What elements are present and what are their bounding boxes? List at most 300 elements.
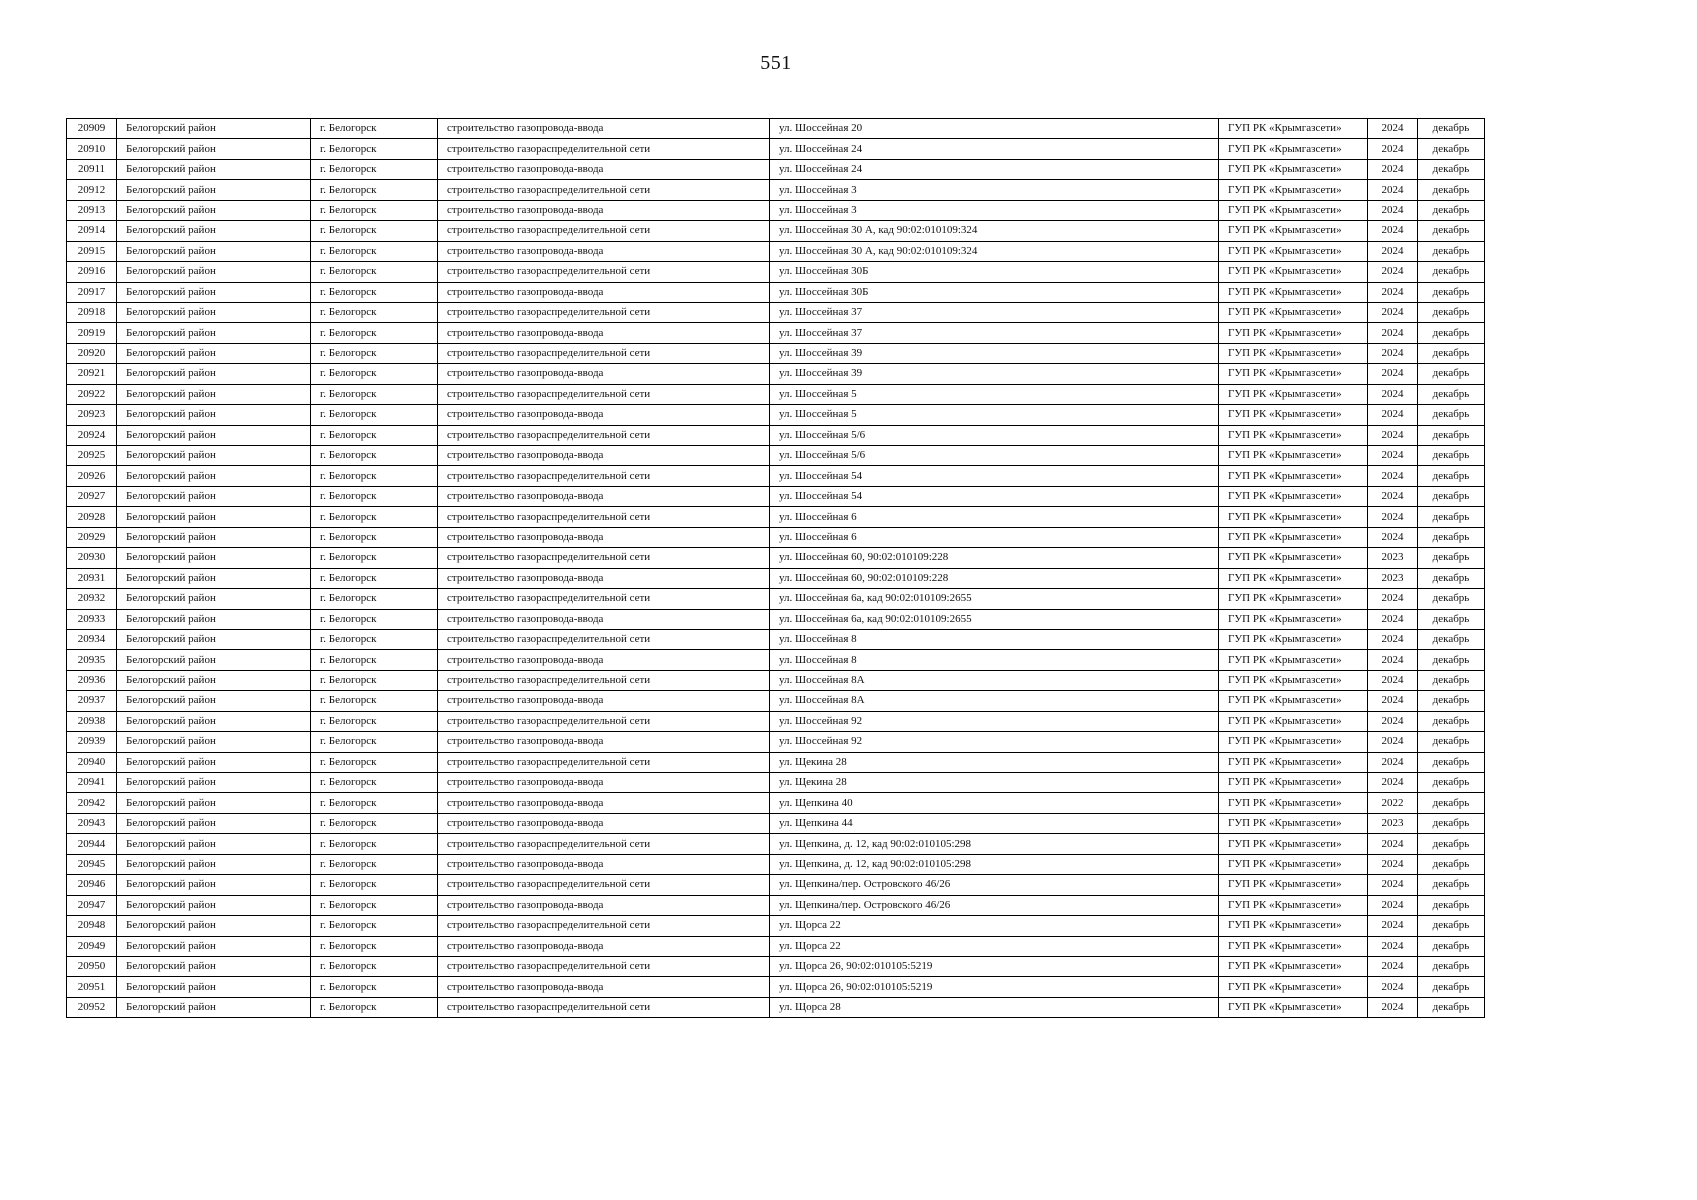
address-cell: ул. Шоссейная 5/6 [770, 425, 1219, 445]
table-row [67, 670, 1485, 690]
address-cell: ул. Щорса 22 [770, 916, 1219, 936]
table-row [67, 221, 1485, 241]
year-cell: 2024 [1368, 997, 1418, 1017]
locality-cell: г. Белогорск [311, 670, 438, 690]
work-type-cell: строительство газопровода-ввода [438, 936, 770, 956]
address-cell: ул. Шоссейная 60, 90:02:010109:228 [770, 548, 1219, 568]
address-cell: ул. Шоссейная 5/6 [770, 446, 1219, 466]
work-type-cell: строительство газораспределительной сети [438, 956, 770, 976]
locality-cell: г. Белогорск [311, 834, 438, 854]
row-number: 20934 [67, 629, 117, 649]
row-number: 20951 [67, 977, 117, 997]
district-cell: Белогорский район [117, 446, 311, 466]
table-row [67, 691, 1485, 711]
contractor-cell: ГУП РК «Крымгазсети» [1219, 854, 1368, 874]
work-type-cell: строительство газопровода-ввода [438, 364, 770, 384]
work-type-cell: строительство газораспределительной сети [438, 589, 770, 609]
address-cell: ул. Шоссейная 5 [770, 405, 1219, 425]
district-cell: Белогорский район [117, 282, 311, 302]
locality-cell: г. Белогорск [311, 159, 438, 179]
contractor-cell: ГУП РК «Крымгазсети» [1219, 343, 1368, 363]
month-cell: декабрь [1418, 262, 1485, 282]
table-row [67, 425, 1485, 445]
month-cell: декабрь [1418, 711, 1485, 731]
locality-cell: г. Белогорск [311, 486, 438, 506]
row-number: 20952 [67, 997, 117, 1017]
month-cell: декабрь [1418, 282, 1485, 302]
locality-cell: г. Белогорск [311, 364, 438, 384]
work-type-cell: строительство газораспределительной сети [438, 711, 770, 731]
address-cell: ул. Шоссейная 24 [770, 139, 1219, 159]
year-cell: 2024 [1368, 323, 1418, 343]
locality-cell: г. Белогорск [311, 589, 438, 609]
locality-cell: г. Белогорск [311, 405, 438, 425]
address-cell: ул. Шоссейная 92 [770, 732, 1219, 752]
contractor-cell: ГУП РК «Крымгазсети» [1219, 527, 1368, 547]
locality-cell: г. Белогорск [311, 568, 438, 588]
address-cell: ул. Щорса 28 [770, 997, 1219, 1017]
work-type-cell: строительство газораспределительной сети [438, 302, 770, 322]
contractor-cell: ГУП РК «Крымгазсети» [1219, 466, 1368, 486]
month-cell: декабрь [1418, 773, 1485, 793]
row-number: 20915 [67, 241, 117, 261]
month-cell: декабрь [1418, 384, 1485, 404]
row-number: 20940 [67, 752, 117, 772]
locality-cell: г. Белогорск [311, 507, 438, 527]
row-number: 20937 [67, 691, 117, 711]
locality-cell: г. Белогорск [311, 650, 438, 670]
contractor-cell: ГУП РК «Крымгазсети» [1219, 568, 1368, 588]
contractor-cell: ГУП РК «Крымгазсети» [1219, 119, 1368, 139]
contractor-cell: ГУП РК «Крымгазсети» [1219, 384, 1368, 404]
table-row [67, 200, 1485, 220]
row-number: 20920 [67, 343, 117, 363]
month-cell: декабрь [1418, 875, 1485, 895]
district-cell: Белогорский район [117, 507, 311, 527]
locality-cell: г. Белогорск [311, 425, 438, 445]
work-type-cell: строительство газораспределительной сети [438, 466, 770, 486]
work-type-cell: строительство газопровода-ввода [438, 813, 770, 833]
table-row [67, 936, 1485, 956]
address-cell: ул. Шоссейная 6 [770, 507, 1219, 527]
work-type-cell: строительство газопровода-ввода [438, 732, 770, 752]
locality-cell: г. Белогорск [311, 895, 438, 915]
locality-cell: г. Белогорск [311, 466, 438, 486]
district-cell: Белогорский район [117, 159, 311, 179]
work-type-cell: строительство газораспределительной сети [438, 262, 770, 282]
row-number: 20939 [67, 732, 117, 752]
row-number: 20922 [67, 384, 117, 404]
month-cell: декабрь [1418, 916, 1485, 936]
locality-cell: г. Белогорск [311, 343, 438, 363]
locality-cell: г. Белогорск [311, 446, 438, 466]
locality-cell: г. Белогорск [311, 139, 438, 159]
month-cell: декабрь [1418, 466, 1485, 486]
contractor-cell: ГУП РК «Крымгазсети» [1219, 609, 1368, 629]
address-cell: ул. Шоссейная 8 [770, 650, 1219, 670]
address-cell: ул. Шоссейная 30Б [770, 262, 1219, 282]
table-row [67, 916, 1485, 936]
work-type-cell: строительство газораспределительной сети [438, 384, 770, 404]
work-type-cell: строительство газопровода-ввода [438, 854, 770, 874]
district-cell: Белогорский район [117, 813, 311, 833]
year-cell: 2024 [1368, 977, 1418, 997]
row-number: 20930 [67, 548, 117, 568]
district-cell: Белогорский район [117, 221, 311, 241]
district-cell: Белогорский район [117, 241, 311, 261]
year-cell: 2024 [1368, 466, 1418, 486]
year-cell: 2024 [1368, 384, 1418, 404]
row-number: 20946 [67, 875, 117, 895]
address-cell: ул. Щорса 26, 90:02:010105:5219 [770, 956, 1219, 976]
month-cell: декабрь [1418, 936, 1485, 956]
year-cell: 2024 [1368, 773, 1418, 793]
table-row [67, 875, 1485, 895]
contractor-cell: ГУП РК «Крымгазсети» [1219, 221, 1368, 241]
month-cell: декабрь [1418, 956, 1485, 976]
locality-cell: г. Белогорск [311, 323, 438, 343]
month-cell: декабрь [1418, 425, 1485, 445]
locality-cell: г. Белогорск [311, 119, 438, 139]
contractor-cell: ГУП РК «Крымгазсети» [1219, 916, 1368, 936]
work-type-cell: строительство газопровода-ввода [438, 323, 770, 343]
address-cell: ул. Шоссейная 60, 90:02:010109:228 [770, 568, 1219, 588]
year-cell: 2024 [1368, 405, 1418, 425]
work-type-cell: строительство газопровода-ввода [438, 200, 770, 220]
row-number: 20924 [67, 425, 117, 445]
contractor-cell: ГУП РК «Крымгазсети» [1219, 752, 1368, 772]
address-cell: ул. Щепкина 44 [770, 813, 1219, 833]
work-type-cell: строительство газораспределительной сети [438, 752, 770, 772]
month-cell: декабрь [1418, 180, 1485, 200]
row-number: 20929 [67, 527, 117, 547]
contractor-cell: ГУП РК «Крымгазсети» [1219, 773, 1368, 793]
work-type-cell: строительство газораспределительной сети [438, 139, 770, 159]
address-cell: ул. Шоссейная 8 [770, 629, 1219, 649]
contractor-cell: ГУП РК «Крымгазсети» [1219, 732, 1368, 752]
district-cell: Белогорский район [117, 834, 311, 854]
locality-cell: г. Белогорск [311, 262, 438, 282]
address-cell: ул. Щекина 28 [770, 752, 1219, 772]
year-cell: 2024 [1368, 916, 1418, 936]
year-cell: 2024 [1368, 629, 1418, 649]
contractor-cell: ГУП РК «Крымгазсети» [1219, 200, 1368, 220]
address-cell: ул. Шоссейная 54 [770, 466, 1219, 486]
contractor-cell: ГУП РК «Крымгазсети» [1219, 691, 1368, 711]
row-number: 20933 [67, 609, 117, 629]
locality-cell: г. Белогорск [311, 752, 438, 772]
table-row [67, 629, 1485, 649]
row-number: 20921 [67, 364, 117, 384]
table-row [67, 159, 1485, 179]
year-cell: 2024 [1368, 241, 1418, 261]
year-cell: 2024 [1368, 732, 1418, 752]
address-cell: ул. Щорса 22 [770, 936, 1219, 956]
year-cell: 2024 [1368, 425, 1418, 445]
year-cell: 2023 [1368, 548, 1418, 568]
address-cell: ул. Шоссейная 5 [770, 384, 1219, 404]
district-cell: Белогорский район [117, 711, 311, 731]
locality-cell: г. Белогорск [311, 200, 438, 220]
row-number: 20909 [67, 119, 117, 139]
year-cell: 2024 [1368, 895, 1418, 915]
district-cell: Белогорский район [117, 548, 311, 568]
address-cell: ул. Шоссейная 54 [770, 486, 1219, 506]
address-cell: ул. Шоссейная 6 [770, 527, 1219, 547]
gas-registry-table [66, 118, 1485, 1018]
table-row [67, 650, 1485, 670]
locality-cell: г. Белогорск [311, 875, 438, 895]
address-cell: ул. Шоссейная 6а, кад 90:02:010109:2655 [770, 609, 1219, 629]
work-type-cell: строительство газораспределительной сети [438, 507, 770, 527]
contractor-cell: ГУП РК «Крымгазсети» [1219, 302, 1368, 322]
work-type-cell: строительство газораспределительной сети [438, 670, 770, 690]
address-cell: ул. Щорса 26, 90:02:010105:5219 [770, 977, 1219, 997]
month-cell: декабрь [1418, 834, 1485, 854]
address-cell: ул. Шоссейная 3 [770, 180, 1219, 200]
month-cell: декабрь [1418, 139, 1485, 159]
table-row [67, 793, 1485, 813]
table-row [67, 323, 1485, 343]
work-type-cell: строительство газопровода-ввода [438, 793, 770, 813]
year-cell: 2024 [1368, 507, 1418, 527]
contractor-cell: ГУП РК «Крымгазсети» [1219, 650, 1368, 670]
district-cell: Белогорский район [117, 180, 311, 200]
table-row [67, 568, 1485, 588]
district-cell: Белогорский район [117, 650, 311, 670]
month-cell: декабрь [1418, 221, 1485, 241]
locality-cell: г. Белогорск [311, 956, 438, 976]
month-cell: декабрь [1418, 200, 1485, 220]
year-cell: 2024 [1368, 302, 1418, 322]
year-cell: 2024 [1368, 282, 1418, 302]
year-cell: 2024 [1368, 834, 1418, 854]
table-row [67, 282, 1485, 302]
table-row [67, 589, 1485, 609]
work-type-cell: строительство газопровода-ввода [438, 568, 770, 588]
table-row [67, 834, 1485, 854]
contractor-cell: ГУП РК «Крымгазсети» [1219, 997, 1368, 1017]
locality-cell: г. Белогорск [311, 527, 438, 547]
work-type-cell: строительство газораспределительной сети [438, 343, 770, 363]
row-number: 20950 [67, 956, 117, 976]
work-type-cell: строительство газопровода-ввода [438, 977, 770, 997]
row-number: 20927 [67, 486, 117, 506]
contractor-cell: ГУП РК «Крымгазсети» [1219, 446, 1368, 466]
contractor-cell: ГУП РК «Крымгазсети» [1219, 670, 1368, 690]
district-cell: Белогорский район [117, 527, 311, 547]
contractor-cell: ГУП РК «Крымгазсети» [1219, 486, 1368, 506]
row-number: 20928 [67, 507, 117, 527]
year-cell: 2024 [1368, 650, 1418, 670]
year-cell: 2024 [1368, 139, 1418, 159]
month-cell: декабрь [1418, 486, 1485, 506]
address-cell: ул. Шоссейная 37 [770, 323, 1219, 343]
contractor-cell: ГУП РК «Крымгазсети» [1219, 895, 1368, 915]
district-cell: Белогорский район [117, 691, 311, 711]
table-row [67, 527, 1485, 547]
year-cell: 2024 [1368, 875, 1418, 895]
table-row [67, 507, 1485, 527]
month-cell: декабрь [1418, 793, 1485, 813]
month-cell: декабрь [1418, 548, 1485, 568]
year-cell: 2023 [1368, 568, 1418, 588]
contractor-cell: ГУП РК «Крымгазсети» [1219, 834, 1368, 854]
contractor-cell: ГУП РК «Крымгазсети» [1219, 711, 1368, 731]
district-cell: Белогорский район [117, 589, 311, 609]
district-cell: Белогорский район [117, 119, 311, 139]
district-cell: Белогорский район [117, 384, 311, 404]
row-number: 20941 [67, 773, 117, 793]
table-row [67, 486, 1485, 506]
row-number: 20913 [67, 200, 117, 220]
locality-cell: г. Белогорск [311, 221, 438, 241]
contractor-cell: ГУП РК «Крымгазсети» [1219, 425, 1368, 445]
row-number: 20918 [67, 302, 117, 322]
table-row [67, 241, 1485, 261]
month-cell: декабрь [1418, 997, 1485, 1017]
month-cell: декабрь [1418, 589, 1485, 609]
locality-cell: г. Белогорск [311, 711, 438, 731]
work-type-cell: строительство газопровода-ввода [438, 527, 770, 547]
month-cell: декабрь [1418, 241, 1485, 261]
work-type-cell: строительство газопровода-ввода [438, 119, 770, 139]
contractor-cell: ГУП РК «Крымгазсети» [1219, 139, 1368, 159]
district-cell: Белогорский район [117, 609, 311, 629]
year-cell: 2024 [1368, 343, 1418, 363]
locality-cell: г. Белогорск [311, 629, 438, 649]
contractor-cell: ГУП РК «Крымгазсети» [1219, 323, 1368, 343]
table-row [67, 895, 1485, 915]
contractor-cell: ГУП РК «Крымгазсети» [1219, 405, 1368, 425]
year-cell: 2024 [1368, 221, 1418, 241]
table-row [67, 997, 1485, 1017]
table-row [67, 302, 1485, 322]
row-number: 20936 [67, 670, 117, 690]
district-cell: Белогорский район [117, 486, 311, 506]
address-cell: ул. Шоссейная 3 [770, 200, 1219, 220]
locality-cell: г. Белогорск [311, 691, 438, 711]
address-cell: ул. Шоссейная 30Б [770, 282, 1219, 302]
month-cell: декабрь [1418, 854, 1485, 874]
year-cell: 2024 [1368, 446, 1418, 466]
district-cell: Белогорский район [117, 364, 311, 384]
work-type-cell: строительство газораспределительной сети [438, 221, 770, 241]
row-number: 20916 [67, 262, 117, 282]
table-row [67, 119, 1485, 139]
table-row [67, 773, 1485, 793]
contractor-cell: ГУП РК «Крымгазсети» [1219, 507, 1368, 527]
table-row [67, 364, 1485, 384]
year-cell: 2024 [1368, 180, 1418, 200]
table-row [67, 343, 1485, 363]
month-cell: декабрь [1418, 977, 1485, 997]
row-number: 20948 [67, 916, 117, 936]
contractor-cell: ГУП РК «Крымгазсети» [1219, 956, 1368, 976]
month-cell: декабрь [1418, 650, 1485, 670]
address-cell: ул. Шоссейная 92 [770, 711, 1219, 731]
year-cell: 2024 [1368, 486, 1418, 506]
address-cell: ул. Шоссейная 30 А, кад 90:02:010109:324 [770, 241, 1219, 261]
locality-cell: г. Белогорск [311, 384, 438, 404]
row-number: 20938 [67, 711, 117, 731]
address-cell: ул. Щепкина, д. 12, кад 90:02:010105:298 [770, 834, 1219, 854]
district-cell: Белогорский район [117, 895, 311, 915]
year-cell: 2024 [1368, 200, 1418, 220]
work-type-cell: строительство газораспределительной сети [438, 875, 770, 895]
month-cell: декабрь [1418, 568, 1485, 588]
contractor-cell: ГУП РК «Крымгазсети» [1219, 241, 1368, 261]
month-cell: декабрь [1418, 670, 1485, 690]
address-cell: ул. Шоссейная 30 А, кад 90:02:010109:324 [770, 221, 1219, 241]
contractor-cell: ГУП РК «Крымгазсети» [1219, 793, 1368, 813]
contractor-cell: ГУП РК «Крымгазсети» [1219, 262, 1368, 282]
contractor-cell: ГУП РК «Крымгазсети» [1219, 589, 1368, 609]
address-cell: ул. Шоссейная 39 [770, 364, 1219, 384]
work-type-cell: строительство газораспределительной сети [438, 629, 770, 649]
contractor-cell: ГУП РК «Крымгазсети» [1219, 180, 1368, 200]
locality-cell: г. Белогорск [311, 302, 438, 322]
locality-cell: г. Белогорск [311, 282, 438, 302]
year-cell: 2024 [1368, 364, 1418, 384]
row-number: 20919 [67, 323, 117, 343]
contractor-cell: ГУП РК «Крымгазсети» [1219, 977, 1368, 997]
work-type-cell: строительство газораспределительной сети [438, 180, 770, 200]
work-type-cell: строительство газопровода-ввода [438, 405, 770, 425]
year-cell: 2024 [1368, 670, 1418, 690]
table-row [67, 262, 1485, 282]
work-type-cell: строительство газопровода-ввода [438, 159, 770, 179]
month-cell: декабрь [1418, 159, 1485, 179]
year-cell: 2024 [1368, 119, 1418, 139]
contractor-cell: ГУП РК «Крымгазсети» [1219, 548, 1368, 568]
row-number: 20911 [67, 159, 117, 179]
table-row [67, 854, 1485, 874]
month-cell: декабрь [1418, 343, 1485, 363]
table-row [67, 752, 1485, 772]
table-body [67, 119, 1485, 1018]
table-row [67, 711, 1485, 731]
month-cell: декабрь [1418, 691, 1485, 711]
row-number: 20949 [67, 936, 117, 956]
row-number: 20931 [67, 568, 117, 588]
locality-cell: г. Белогорск [311, 548, 438, 568]
district-cell: Белогорский район [117, 405, 311, 425]
contractor-cell: ГУП РК «Крымгазсети» [1219, 364, 1368, 384]
district-cell: Белогорский район [117, 343, 311, 363]
district-cell: Белогорский район [117, 752, 311, 772]
district-cell: Белогорский район [117, 568, 311, 588]
address-cell: ул. Щепкина/пер. Островского 46/26 [770, 895, 1219, 915]
month-cell: декабрь [1418, 609, 1485, 629]
table-row [67, 548, 1485, 568]
district-cell: Белогорский район [117, 854, 311, 874]
year-cell: 2024 [1368, 262, 1418, 282]
address-cell: ул. Шоссейная 24 [770, 159, 1219, 179]
year-cell: 2024 [1368, 589, 1418, 609]
locality-cell: г. Белогорск [311, 977, 438, 997]
district-cell: Белогорский район [117, 139, 311, 159]
page-number: 551 [760, 52, 792, 74]
month-cell: декабрь [1418, 629, 1485, 649]
district-cell: Белогорский район [117, 732, 311, 752]
district-cell: Белогорский район [117, 629, 311, 649]
month-cell: декабрь [1418, 323, 1485, 343]
month-cell: декабрь [1418, 446, 1485, 466]
row-number: 20944 [67, 834, 117, 854]
locality-cell: г. Белогорск [311, 732, 438, 752]
address-cell: ул. Щепкина/пер. Островского 46/26 [770, 875, 1219, 895]
